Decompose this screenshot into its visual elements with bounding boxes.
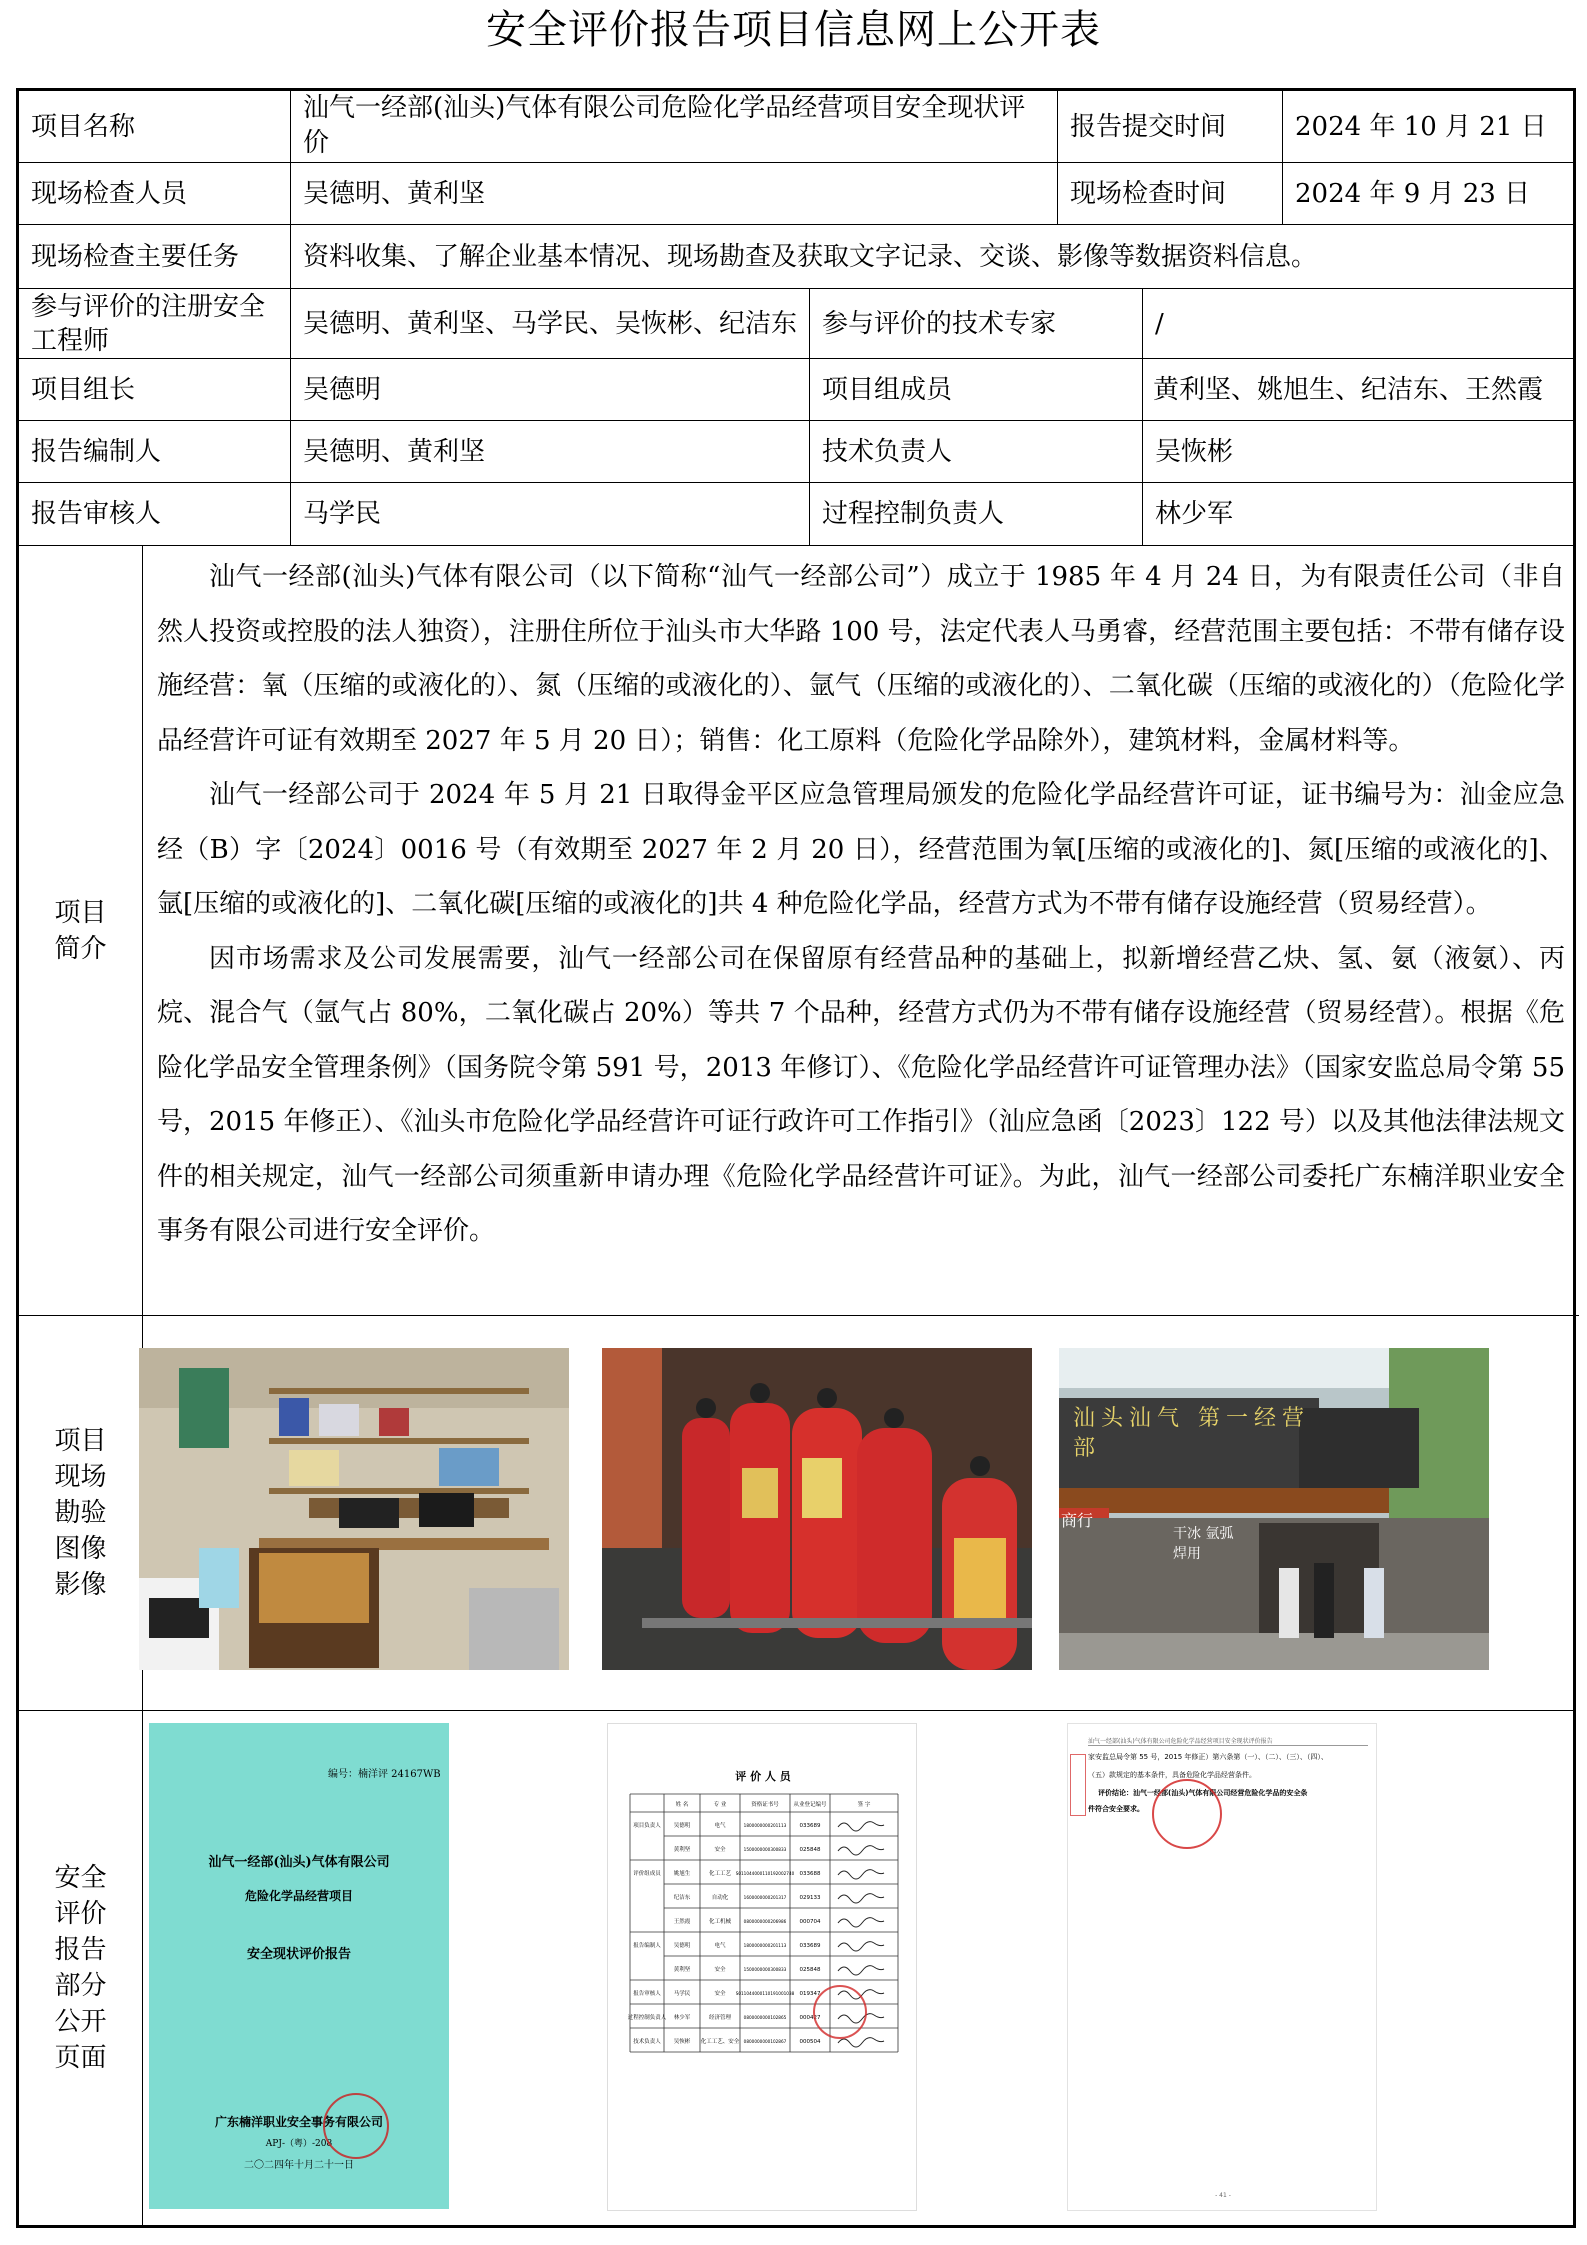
label-inspectors: 现场检查人员 — [19, 163, 291, 225]
team-table-cell: 报告审核人 — [633, 1991, 661, 1997]
cover-report: 安全现状评价报告 — [246, 1947, 351, 1962]
photo-extinguishers — [602, 1348, 1032, 1670]
photo-storefront — [1059, 1348, 1489, 1670]
team-table-cell: 项目负责人 — [633, 1823, 661, 1829]
team-table-cell: 纪洁东 — [673, 1895, 691, 1901]
conclusion-page-number: - 41 - — [1215, 2192, 1231, 2199]
cover-date: 二〇二四年十月二十一日 — [244, 2160, 354, 2171]
team-table-cell: 姚旭生 — [673, 1871, 691, 1877]
team-table-cell: 025848 — [799, 1847, 821, 1853]
edge-seal-stamp — [1070, 1754, 1086, 1816]
team-table-cell: 吴德明 — [673, 1823, 691, 1829]
company-seal-stamp — [323, 2093, 389, 2159]
intro-paragraph: 因市场需求及公司发展需要，汕气一经部公司在保留原有经营品种的基础上，拟新增经营乙炔、氢、氨（液氨）、丙烷、混合气（氩气占 80%，二氧化碳占 20%）等共 7 个品种，经营方式仍为不带有储存设施经营（贸易经营）。根据《危险化学品安全管理条例》（国务院令第 591 号，2013 年修订）、《危险化学品经营许可证管理办法》（国家安监总局令第 55 号，2015 年修正）、《汕头市危险化学品经营许可证行政许可工作指引》（汕应急函〔2023〕122 号）以及其他法律法规文件的相关规定，汕气一经部公司须重新申请办理《危险化学品经营许可证》。为此，汕气一经部公司委托广东楠洋职业安全事务有限公司进行安全评价。 — [157, 943, 1565, 1246]
value-process-lead: 林少军 — [1143, 483, 1573, 546]
official-seal-stamp — [1152, 1779, 1222, 1849]
team-table-cell: 王然霞 — [673, 1919, 691, 1925]
team-table-cell: 1800000000201113 — [743, 1943, 787, 1948]
cover-company: 汕气一经部(汕头)气体有限公司 — [208, 1855, 390, 1870]
team-table-cell: 吴恢彬 — [673, 2039, 691, 2045]
value-inspect-time: 2024 年 9 月 23 日 — [1283, 163, 1573, 225]
team-table-cell: 1600000000201317 — [743, 1895, 787, 1900]
team-table-cell: 0800000000102867 — [743, 2039, 787, 2044]
label-photos: 项目现场勘验图像影像 — [19, 1316, 143, 1711]
handwritten-signature — [838, 1894, 884, 1903]
label-leader: 项目组长 — [19, 359, 291, 421]
team-table-cell: 000427 — [799, 2015, 821, 2021]
extinguisher-scene — [602, 1348, 1032, 1670]
label-pages: 安全评价报告部分公开页面 — [19, 1711, 143, 2225]
conclusion-line2: （五）款规定的基本条件，具备危险化学品经营条件。 — [1088, 1771, 1256, 1779]
conclusion-header: 汕气一经部(汕头)气体有限公司危险化学品经营项目安全现状评价报告 — [1088, 1736, 1368, 1746]
handwritten-signature — [838, 1846, 884, 1855]
handwritten-signature — [838, 1942, 884, 1951]
doc-conclusion — [1067, 1723, 1377, 2211]
value-compiler: 吴德明、黄利坚 — [291, 421, 810, 483]
team-table-cell: 马学民 — [673, 1991, 691, 1997]
shop-sign-text: 汕头汕气 第一经营部 — [1073, 1406, 1310, 1461]
doc-cover — [143, 1721, 453, 2211]
conclusion-line3: 评价结论：汕气一经部(汕头)气体有限公司经营危险化学品的安全条 — [1098, 1789, 1308, 1797]
team-table-cell: 过程控制负责人 — [627, 2015, 667, 2021]
value-main-task: 资料收集、了解企业基本情况、现场勘查及获取文字记录、交谈、影像等数据资料信息。 — [291, 225, 1573, 289]
cover-qual: APJ-（粤）-208 — [265, 2139, 333, 2149]
value-reviewer: 马学民 — [291, 483, 810, 546]
team-table-cell: 025848 — [799, 1967, 821, 1973]
team-table-cell: 033689 — [799, 1943, 821, 1949]
label-process-lead: 过程控制负责人 — [810, 483, 1143, 546]
team-table-cell: 0800000000102865 — [743, 2015, 787, 2020]
team-seal-stamp — [814, 1986, 866, 2038]
label-experts: 参与评价的技术专家 — [810, 289, 1143, 359]
intro-text — [143, 546, 1579, 1316]
intro-paragraph: 汕气一经部公司于 2024 年 5 月 21 日取得金平区应急管理局颁发的危险化学品经营许可证，证书编号为：汕金应急经（B）字〔2024〕0016 号（有效期至 2027 年 2 月 20 日），经营范围为氧[压缩的或液化的]、氮[压缩的或液化的]、氩[压缩的或液化的]、二氧化碳[压缩的或液化的]共 4 种危险化学品，经营方式为不带有储存设施经营（贸易经营）。 — [157, 780, 1565, 919]
team-table-cell: 安全 — [714, 1991, 726, 1997]
team-table-cell: 化工机械 — [708, 1919, 732, 1925]
info-table — [16, 88, 1576, 2228]
storefront-scene — [1059, 1348, 1489, 1670]
value-experts: / — [1143, 289, 1573, 359]
label-members: 项目组成员 — [810, 359, 1143, 421]
team-table-cell: 吴德明 — [673, 1943, 691, 1949]
team-table-cell: 电气 — [714, 1943, 726, 1949]
team-table-cell: 经济管理 — [708, 2015, 732, 2021]
team-table-cell: 评价组成员 — [633, 1871, 661, 1877]
intro-paragraph: 汕气一经部(汕头)气体有限公司（以下简称“汕气一经部公司”）成立于 1985 年 4 月 24 日，为有限责任公司（非自然人投资或控股的法人独资），注册住所位于汕头市大华路 100 号，法定代表人马勇睿，经营范围主要包括：不带有储存设施经营：氧（压缩的或液化的）、氮（压缩的或液化的）、氩气（压缩的或液化的）、二氧化碳（压缩的或液化的）（危险化学品经营许可证有效期至 2027 年 5 月 20 日）；销售：化工原料（危险化学品除外），建筑材料，金属材料等。 — [157, 562, 1565, 756]
conclusion-line4: 件符合安全要求。 — [1088, 1805, 1144, 1813]
team-table-cell: 黄利坚 — [673, 1967, 691, 1973]
handwritten-signature — [838, 1966, 884, 1975]
team-table-cell: 033688 — [799, 1871, 821, 1877]
team-table-cell: 电气 — [714, 1823, 726, 1829]
value-tech-lead: 吴恢彬 — [1143, 421, 1573, 483]
label-compiler: 报告编制人 — [19, 421, 291, 483]
value-inspectors: 吴德明、黄利坚 — [291, 163, 1058, 225]
team-table-cell: S011044000110191001038 — [735, 1991, 795, 1996]
page-title: 安全评价报告项目信息网上公开表 — [486, 7, 1101, 53]
cover-org: 广东楠洋职业安全事务有限公司 — [214, 2115, 383, 2129]
label-intro: 项目简介 — [19, 546, 143, 1316]
team-table-cell: 安全 — [714, 1967, 726, 1973]
photo-office — [139, 1348, 569, 1670]
team-header-cell: 姓 名 — [675, 1802, 689, 1808]
handwritten-signature — [838, 2014, 884, 2023]
office-scene — [139, 1348, 569, 1670]
handwritten-signature — [838, 1822, 884, 1831]
cover-number: 编号：楠洋评 24167WB — [328, 1769, 441, 1780]
label-project-name: 项目名称 — [19, 91, 291, 163]
value-members: 黄利坚、姚旭生、纪洁东、王然霞 — [1143, 359, 1573, 421]
label-submit-time: 报告提交时间 — [1058, 91, 1283, 163]
team-table-cell: 黄利坚 — [673, 1847, 691, 1853]
team-table-cell: 技术负责人 — [633, 2039, 661, 2045]
handwritten-signature — [838, 1870, 884, 1879]
team-table-cell: 林少军 — [673, 2015, 691, 2021]
team-heading: 评 价 人 员 — [735, 1770, 791, 1783]
value-engineers: 吴德明、黄利坚、马学民、吴恢彬、纪洁东 — [291, 289, 810, 359]
team-table-cell: 0800000000206986 — [743, 1919, 787, 1924]
conclusion-line1: 家安监总局令第 55 号，2015 年修正）第六条第（一）、（二）、（三）、（四）、 — [1088, 1753, 1328, 1761]
doc-team — [607, 1723, 917, 2211]
label-engineers: 参与评价的注册安全工程师 — [19, 289, 291, 359]
value-project-name: 汕气一经部(汕头)气体有限公司危险化学品经营项目安全现状评价 — [291, 91, 1058, 163]
team-table-cell: 033689 — [799, 1823, 821, 1829]
team-table-cell: 安全 — [714, 1847, 726, 1853]
label-main-task: 现场检查主要任务 — [19, 225, 291, 289]
team-table-cell: 1500000000300833 — [743, 1967, 787, 1972]
team-table-cell: 报告编制人 — [633, 1943, 661, 1949]
panel-sign: 干冰 氩弧 焊用 — [1173, 1526, 1234, 1562]
team-table-cell: 自动化 — [711, 1895, 729, 1901]
team-table-cell: 019347 — [799, 1991, 821, 1997]
team-table-cell: 1500000000300833 — [743, 1847, 787, 1852]
team-header-cell: 专 业 — [713, 1802, 727, 1808]
team-table-cell: 029133 — [799, 1895, 821, 1901]
team-header-cell: 从业登记编号 — [793, 1802, 827, 1808]
handwritten-signature — [838, 2038, 884, 2047]
value-leader: 吴德明 — [291, 359, 810, 421]
label-tech-lead: 技术负责人 — [810, 421, 1143, 483]
team-header-cell: 签 字 — [857, 1802, 871, 1808]
label-reviewer: 报告审核人 — [19, 483, 291, 546]
shop-side-sign: 商行 — [1061, 1511, 1094, 1530]
value-submit-time: 2024 年 10 月 21 日 — [1283, 91, 1573, 163]
label-inspect-time: 现场检查时间 — [1058, 163, 1283, 225]
handwritten-signature — [838, 1918, 884, 1927]
team-table-cell: 化工工艺 — [708, 1871, 732, 1877]
team-table-cell: 000704 — [799, 1919, 821, 1925]
team-table-cell: 000504 — [799, 2039, 821, 2045]
team-table-cell: 1800000000201113 — [743, 1823, 787, 1828]
cover-project: 危险化学品经营项目 — [244, 1889, 353, 1903]
team-table-cell: 化工工艺、安全 — [700, 2039, 740, 2045]
team-table-grid — [608, 1724, 917, 2211]
team-header-cell: 资格证书号 — [751, 1802, 779, 1808]
team-table-cell: S011044000110192002740 — [735, 1871, 795, 1876]
